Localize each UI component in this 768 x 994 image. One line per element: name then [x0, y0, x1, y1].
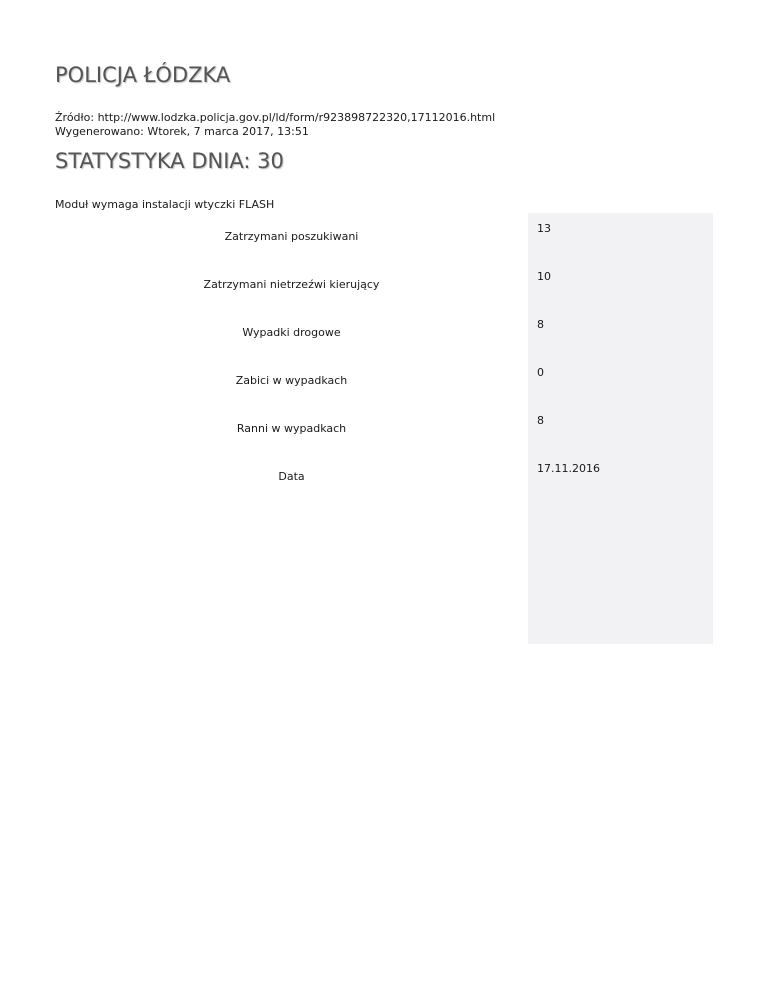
page-title: POLICJA ŁÓDZKA — [55, 63, 231, 87]
stat-row-road-accidents — [55, 309, 713, 357]
stat-value: 13 — [537, 222, 551, 235]
stat-label: Zatrzymani nietrzeźwi kierujący — [203, 278, 380, 291]
document-meta — [55, 111, 495, 139]
stat-label: Ranni w wypadkach — [236, 422, 347, 435]
generated-line: Wygenerowano: Wtorek, 7 marca 2017, 13:51 — [55, 125, 309, 138]
stat-value: 0 — [537, 366, 544, 379]
stat-row-injured — [55, 405, 713, 453]
stat-row-killed — [55, 357, 713, 405]
stat-label: Wypadki drogowe — [242, 326, 341, 339]
stat-row-drunk-drivers — [55, 261, 713, 309]
stat-label: Zatrzymani poszukiwani — [224, 230, 359, 243]
stat-row-wanted-detained — [55, 213, 713, 261]
stat-label: Zabici w wypadkach — [235, 374, 348, 387]
source-line: Źródło: http://www.lodzka.policja.gov.pl/ld/form/r923898722320,17112016.html — [55, 111, 496, 124]
stat-value: 8 — [537, 414, 544, 427]
stat-value: 8 — [537, 318, 544, 331]
stat-value: 10 — [537, 270, 551, 283]
statistics-table — [55, 213, 713, 501]
stat-label: Data — [278, 470, 305, 483]
stat-value: 17.11.2016 — [537, 462, 600, 475]
stat-row-date — [55, 453, 713, 501]
flash-plugin-notice: Moduł wymaga instalacji wtyczki FLASH — [55, 198, 275, 211]
section-title: STATYSTYKA DNIA: 30 — [55, 149, 284, 173]
